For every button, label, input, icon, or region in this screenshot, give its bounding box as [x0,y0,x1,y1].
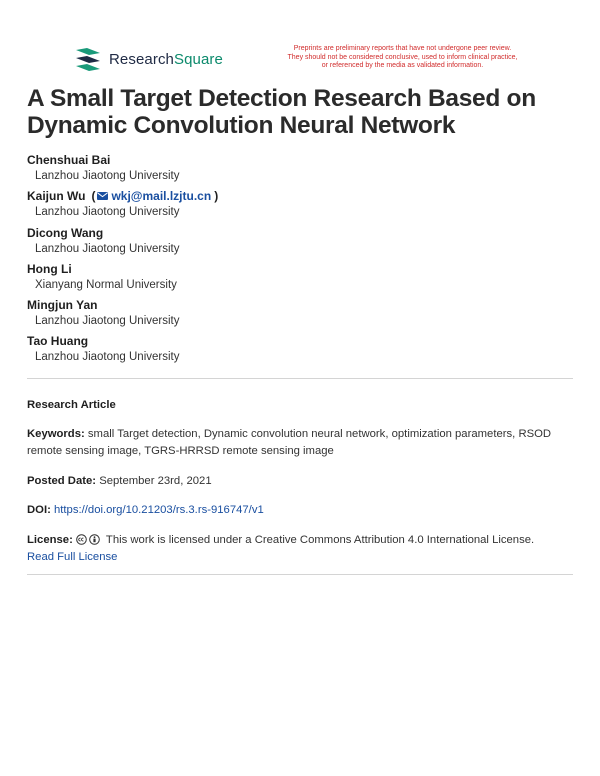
preprint-notice-line: They should not be considered conclusive, used to inform clinical practice, [287,53,518,61]
author-name[interactable]: Hong Li [27,261,72,276]
author-affiliation: Xianyang Normal University [35,278,177,291]
author-affiliation: Lanzhou Jiaotong University [35,242,180,255]
license-label: License: [27,534,73,546]
attribution-icon [89,534,100,545]
author-name[interactable]: Dicong Wang [27,225,104,240]
cc-icon [76,534,87,545]
author-email-link[interactable] [97,188,211,204]
author-name[interactable]: Tao Huang [27,334,89,349]
author-entry [27,152,572,188]
doi-link[interactable]: https://doi.org/10.21203/rs.3.rs-916747/v1 [54,504,264,516]
author-name[interactable]: Mingjun Yan [27,298,98,313]
author-entry [27,333,572,369]
read-full-license-link[interactable]: Read Full License [27,551,118,563]
article-type: Research Article [27,399,116,411]
license-text: This work is licensed under a Creative Commons Attribution 4.0 International License. [105,534,535,546]
license [27,532,575,566]
preprint-notice-line: or referenced by the media as validated information. [321,62,484,69]
posted-date [27,473,575,490]
title-line: Dynamic Convolution Neural Network [27,112,456,139]
author-affiliation: Lanzhou Jiaotong University [35,315,180,328]
keywords-text: small Target detection, Dynamic convolution neural network, optimization parameters, RSOD remote sensing image, TGRS-HRRSD remote sensing image [27,428,552,457]
author-affiliation: Lanzhou Jiaotong University [35,206,180,219]
paren-close: ) [214,189,219,204]
author-entry [27,261,572,297]
author-affiliation: Lanzhou Jiaotong University [35,170,180,182]
title-line: A Small Target Detection Research Based on [27,85,536,112]
divider [27,574,573,575]
research-square-logo[interactable] [74,47,223,71]
author-entry [27,297,572,333]
email-text: wkj@mail.lzjtu.cn [111,189,212,204]
divider [27,378,573,379]
paren-open: ( [91,189,96,204]
cc-icons [76,534,100,545]
author-name[interactable]: Chenshuai Bai [27,153,111,167]
envelope-icon [97,192,108,200]
logo-text: ResearchSquare [109,50,223,68]
paper-title [27,85,572,139]
posted-date-label: Posted Date: [27,475,97,487]
research-square-logo-icon [74,47,102,71]
posted-date-value: September 23rd, 2021 [99,475,212,487]
author-entry [27,225,572,261]
author-list [27,152,572,370]
doi-label: DOI: [27,504,51,516]
author-entry [27,188,572,224]
author-affiliation: Lanzhou Jiaotong University [35,351,180,364]
keywords [27,426,575,460]
author-name[interactable]: Kaijun Wu [27,189,86,204]
preprint-notice-line: Preprints are preliminary reports that have not undergone peer review. [293,45,512,52]
keywords-label: Keywords: [27,428,85,440]
doi [27,502,575,519]
preprint-notice [270,45,535,71]
